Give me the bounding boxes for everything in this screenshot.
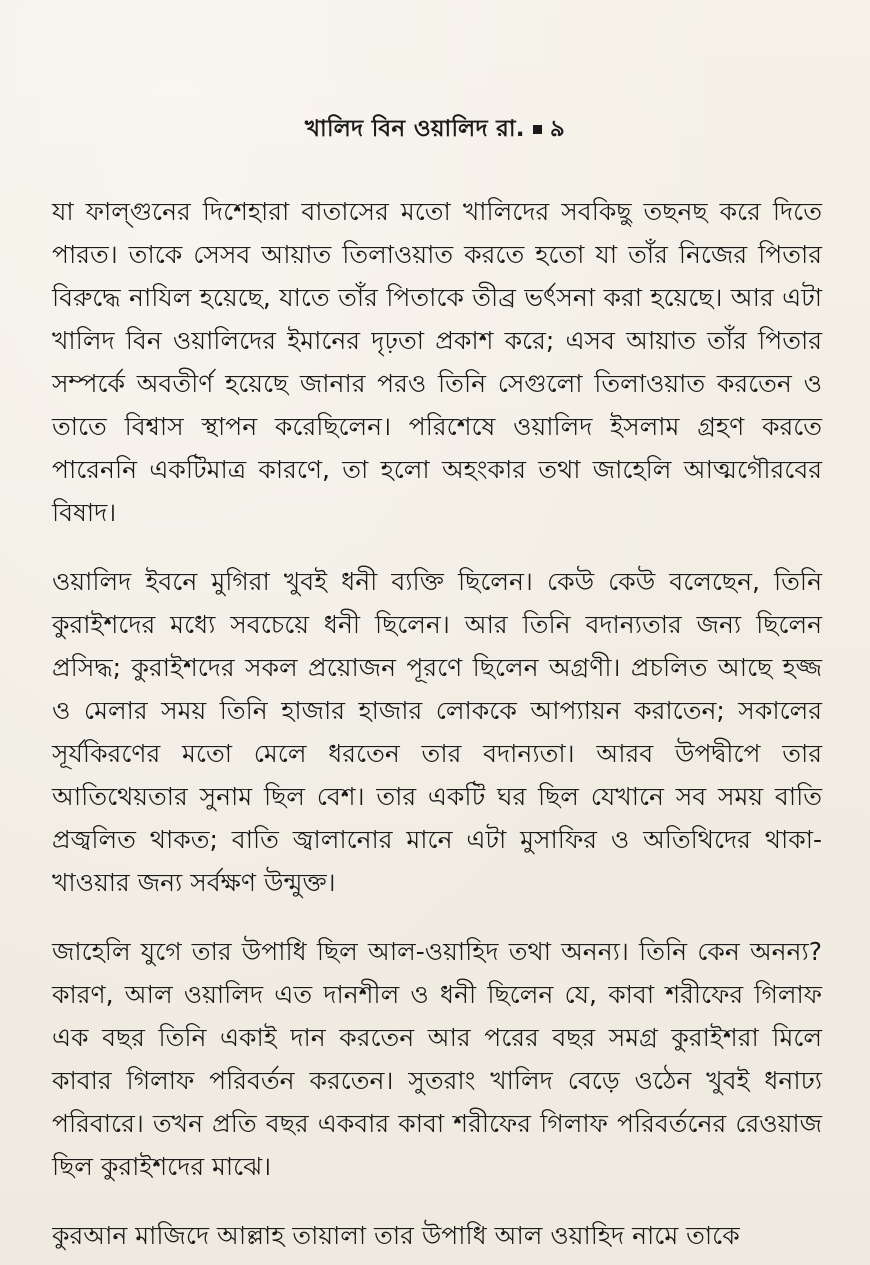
running-header <box>0 110 870 149</box>
page-number: ৯ <box>549 116 566 142</box>
paragraph-4: কুরআন মাজিদে আল্লাহ তায়ালা তার উপাধি আল ওয়াহিদ নামে তাকে <box>52 1221 740 1250</box>
paragraph-2: ওয়ালিদ ইবনে মুগিরা খুবই ধনী ব্যক্তি ছিলেন। কেউ কেউ বলেছেন, তিনি কুরাইশদের মধ্যে সবচেয়ে ধনী ছিলেন। আর তিনি বদান্যতার জন্য ছিলেন প্রসিদ্ধ; কুরাইশদের সকল প্রয়োজন পূরণে ছিলেন অগ্রণী। প্রচলিত আছে হজ্জ ও মেলার সময় তিনি হাজার হাজার লোককে আপ্যায়ন করাতেন; সকালের সূর্যকিরণের মতো মেলে ধরতেন তার বদান্যতা। আরব উপদ্বীপে তার আতিথেয়তার সুনাম ছিল বেশ। তার একটি ঘর ছিল যেখানে সব সময় বাতি প্রজ্বলিত থাকত; বাতি জ্বালানোর মানে এটা মুসাফির ও অতিথিদের থাকা-খাওয়ার জন্য সর্বক্ষণ উন্মুক্ত। <box>52 567 822 897</box>
header-separator-icon <box>533 125 542 134</box>
header-title: খালিদ বিন ওয়ালিদ রা. <box>304 116 525 142</box>
paragraph-1: যা ফাল্গুনের দিশেহারা বাতাসের মতো খালিদের সবকিছু তছনছ করে দিতে পারত। তাকে সেসব আয়াত তিলাওয়াত করতে হতো যা তাঁর নিজের পিতার বিরুদ্ধে নাযিল হয়েছে, যাতে তাঁর পিতাকে তীব্র ভর্ৎসনা করা হয়েছে। আর এটা খালিদ বিন ওয়ালিদের ইমানের দৃঢ়তা প্রকাশ করে; এসব আয়াত তাঁর পিতার সম্পর্কে অবতীর্ণ হয়েছে জানার পরও তিনি সেগুলো তিলাওয়াত করতেন ও তাতে বিশ্বাস স্থাপন করেছিলেন। পরিশেষে ওয়ালিদ ইসলাম গ্রহণ করতে পারেননি একটিমাত্র কারণে, তা হলো অহংকার তথা জাহেলি আত্মগৌরবের বিষাদ। <box>52 197 822 527</box>
paragraph-3: জাহেলি যুগে তার উপাধি ছিল আল-ওয়াহিদ তথা অনন্য। তিনি কেন অনন্য? কারণ, আল ওয়ালিদ এত দানশীল ও ধনী ছিলেন যে, কাবা শরীফের গিলাফ এক বছর তিনি একাই দান করতেন আর পরের বছর সমগ্র কুরাইশরা মিলে কাবার গিলাফ পরিবর্তন করতেন। সুতরাং খালিদ বেড়ে ওঠেন খুবই ধনাঢ্য পরিবারে। তখন প্রতি বছর একবার কাবা শরীফের গিলাফ পরিবর্তনের রেওয়াজ ছিল কুরাইশদের মাঝে। <box>52 937 822 1181</box>
body-text <box>52 190 822 1257</box>
